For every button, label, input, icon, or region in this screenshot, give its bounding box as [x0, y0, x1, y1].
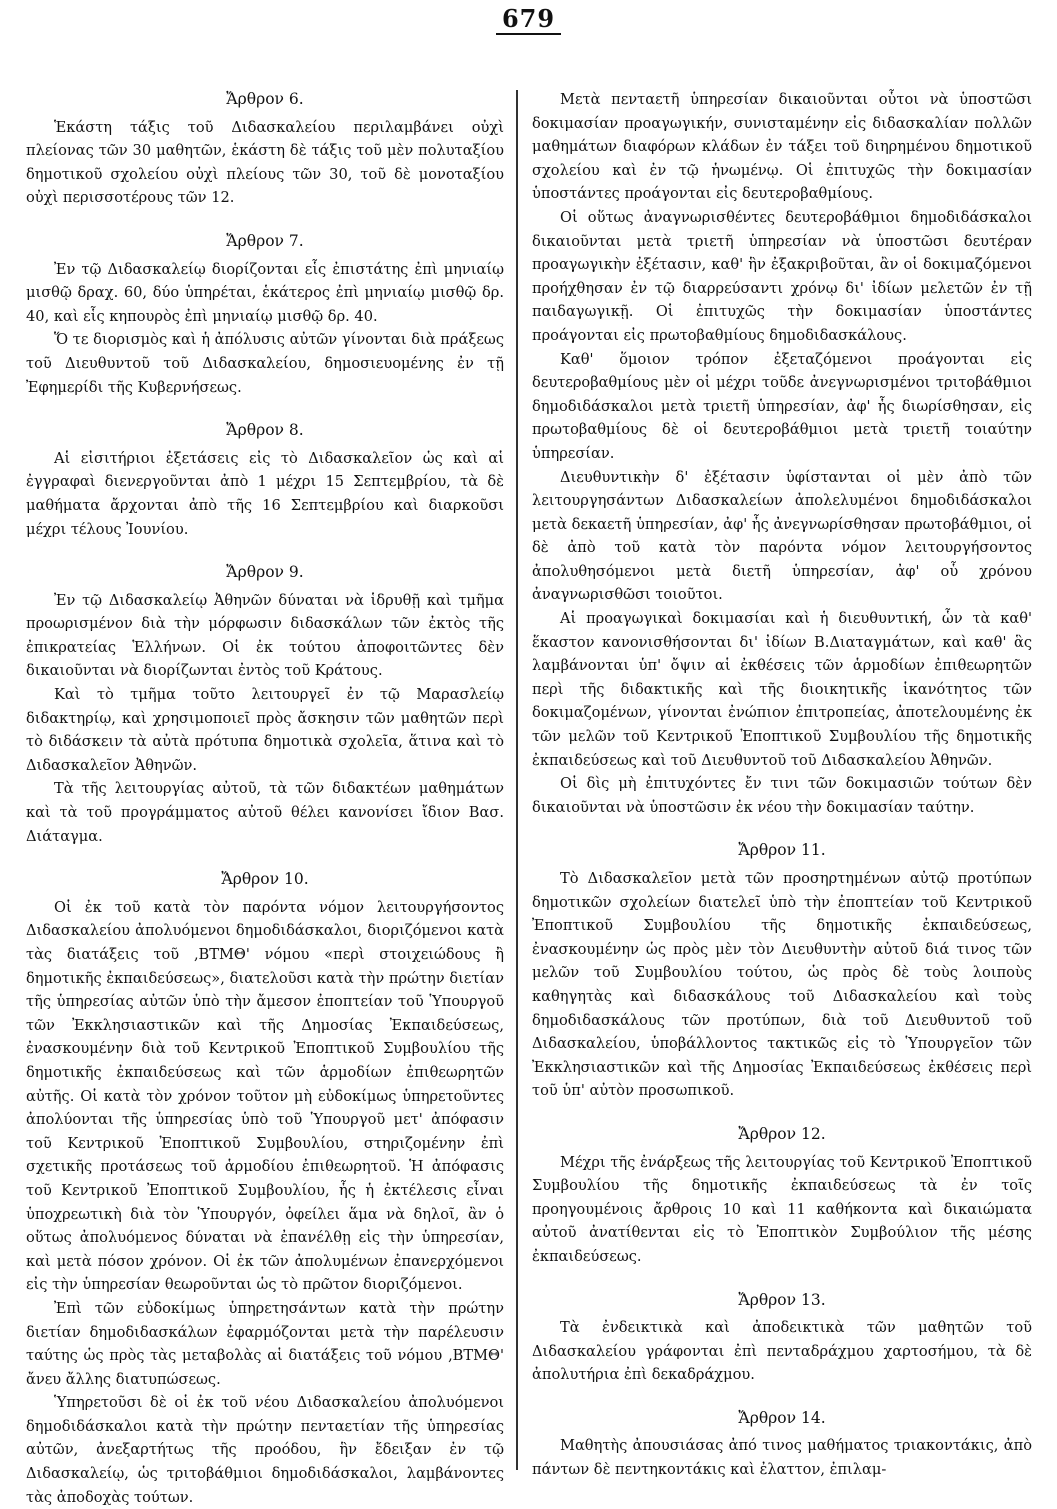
article-title: Ἄρθρον 13.: [738, 1290, 826, 1309]
article-title: Ἄρθρον 10.: [221, 870, 309, 889]
article-title: Ἄρθρον 7.: [226, 231, 304, 250]
article-paragraph: Μετὰ πενταετῆ ὑπηρεσίαν δικαιοῦνται οὗτοι νὰ ὑποστῶσι δοκιμασίαν προαγωγικήν, συνισταμένην εἰς διδασκαλίαν πολλῶν μαθημάτων διαφόρων κλάδων ἐν τάξει τοῦ διηρημένου δημοτικοῦ σχολείου καὶ ἐν τῷ ἡνωμένῳ. Οἱ ἐπιτυχῶς τὴν δοκιμασίαν ὑποστάντες προάγονται εἰς δευτεροβαθμίους.: [532, 91, 1032, 203]
article-paragraph: Ὑπηρετοῦσι δὲ οἱ ἐκ τοῦ νέου Διδασκαλείου ἀπολυόμενοι δημοδιδάσκαλοι κατὰ τὴν πρώτην πενταετίαν τῆς ὑπηρεσίας αὐτῶν, ἀνεξαρτήτως τῆς προόδου, ἣν ἔδειξαν ἐν τῷ Διδασκαλείῳ, ὡς τριτοβάθμιοι δημοδιδάσκαλοι, λαμβάνοντες τὰς ἀποδοχὰς τούτων.: [26, 1394, 504, 1506]
article-paragraph: Μέχρι τῆς ἐνάρξεως τῆς λειτουργίας τοῦ Κεντρικοῦ Ἐποπτικοῦ Συμβουλίου τῆς δημοτικῆς ἐκπαιδεύσεως τὰ ἐν τοῖς προηγουμένοις ἄρθροις 10 καὶ 11 καθήκοντα καὶ δικαιώματα αὐτοῦ ἀνατίθενται εἰς τὸ Ἐποπτικὸν Συμβούλιον τῆς μέσης ἐκπαιδεύσεως.: [532, 1153, 1032, 1265]
page-number: 679: [0, 4, 1057, 33]
article-paragraph: Τὰ ἐνδεικτικὰ καὶ ἀποδεικτικὰ τῶν μαθητῶν τοῦ Διδασκαλείου γράφονται ἐπὶ πενταδράχμου χαρτοσήμου, τὰ δὲ ἀπολυτήρια ἐπὶ δεκαδράχμου.: [532, 1319, 1032, 1384]
article-paragraph: Αἱ εἰσιτήριοι ἐξετάσεις εἰς τὸ Διδασκαλεῖον ὡς καὶ αἱ ἐγγραφαὶ διενεργοῦνται ἀπὸ 1 μέχρι 15 Σεπτεμβρίου, τὰ δὲ μαθήματα ἄρχονται ἀπὸ τῆς 16 Σεπτεμβρίου καὶ διαρκοῦσι μέχρι τέλους Ἰουνίου.: [26, 449, 504, 538]
article-title: Ἄρθρον 12.: [738, 1124, 826, 1143]
article-paragraph: Ὅ τε διορισμὸς καὶ ἡ ἀπόλυσις αὐτῶν γίνονται διὰ πράξεως τοῦ Διευθυντοῦ τοῦ Διδασκαλείου, δημοσιευομένης ἐν τῇ Ἐφημερίδι τῆς Κυβερνήσεως.: [26, 331, 504, 396]
article-paragraph: Ἑκάστη τάξις τοῦ Διδασκαλείου περιλαμβάνει οὐχὶ πλείονας τῶν 30 μαθητῶν, ἑκάστη δὲ τάξις τοῦ μὲν πολυταξίου δημοτικοῦ σχολείου οὐχὶ πλείους τῶν 30, τοῦ δὲ μονοταξίου οὐχὶ περισσοτέρους τῶν 12.: [26, 118, 504, 207]
article-paragraph: Οἱ δὶς μὴ ἐπιτυχόντες ἔν τινι τῶν δοκιμασιῶν τούτων δὲν δικαιοῦνται νὰ ὑποστῶσιν ἐκ νέου τὴν δοκιμασίαν ταύτην.: [532, 775, 1032, 816]
article-paragraph: Τὰ τῆς λειτουργίας αὐτοῦ, τὰ τῶν διδακτέων μαθημάτων καὶ τὰ τοῦ προγράμματος αὐτοῦ θέλει κανονίσει ἴδιον Βασ. Διάταγμα.: [26, 780, 504, 845]
article-title: Ἄρθρον 8.: [226, 421, 304, 440]
article-title: Ἄρθρον 11.: [738, 841, 826, 860]
article-paragraph: Καθ' ὅμοιον τρόπον ἐξεταζόμενοι προάγονται εἰς δευτεροβαθμίους μὲν οἱ μέχρι τοῦδε ἀνεγνωρισμένοι τριτοβάθμιοι δημοδιδάσκαλοι μετὰ τριετῆ ὑπηρεσίαν, ἀφ' ἧς διωρίσθησαν, εἰς πρωτοβαθμίους δὲ οἱ δευτεροβάθμιοι μετὰ τριετῆ τοιαύτην ὑπηρεσίαν.: [532, 350, 1032, 462]
article-paragraph: Οἱ οὕτως ἀναγνωρισθέντες δευτεροβάθμιοι δημοδιδάσκαλοι δικαιοῦνται μετὰ τριετῆ ὑπηρεσίαν νὰ ὑποστῶσι δευτέραν προαγωγικὴν ἐξέτασιν, καθ' ἣν ἐξακριβοῦται, ἂν οἱ δοκιμαζόμενοι προήχθησαν ἐν τῷ διαρρεύσαντι χρόνῳ δι' ἰδίων μελετῶν ἐν τῇ παιδαγωγικῇ. Οἱ ἐπιτυχῶς τὴν δοκιμασίαν ὑποστάντες προάγονται εἰς πρωτοβαθμίους δημοδιδασκάλους.: [532, 208, 1032, 344]
article-title: Ἄρθρον 6.: [226, 90, 304, 108]
article-paragraph: Ἐπὶ τῶν εὐδοκίμως ὑπηρετησάντων κατὰ τὴν πρώτην διετίαν δημοδιδασκάλων ἐφαρμόζονται μετὰ τὴν παρέλευσιν ταύτης ὡς πρὸς τὰς μεταβολὰς αἱ διατάξεις τοῦ νόμου ‚ΒΤΜΘ' ἄνευ ἄλλης διατυπώσεως.: [26, 1299, 504, 1388]
article-paragraph: Τὸ Διδασκαλεῖον μετὰ τῶν προσηρτημένων αὐτῷ προτύπων δημοτικῶν σχολείων διατελεῖ ὑπὸ τὴν ἐποπτείαν τοῦ Κεντρικοῦ Ἐποπτικοῦ Συμβουλίου τῆς δημοτικῆς ἐκπαιδεύσεως, ἐνασκουμένην ὡς πρὸς μὲν τὸν Διευθυντὴν αὐτοῦ διά τινος τῶν μελῶν τοῦ Συμβουλίου τούτου, ὡς πρὸς δὲ τοὺς λοιποὺς καθηγητὰς καὶ διδασκάλους τοῦ Διδασκαλείου καὶ τοὺς δημοδιδασκάλους τῶν προτύπων, διὰ τοῦ Διευθυντοῦ τοῦ Διδασκαλείου, ὑποβάλλοντος τακτικῶς εἰς τὸ Ὑπουργεῖον τῶν Ἐκκλησιαστικῶν καὶ τῆς Δημοσίας Ἐκπαιδεύσεως ἐκθέσεις περὶ τοῦ ὑπ' αὐτὸν προσωπικοῦ.: [532, 870, 1032, 1100]
article-paragraph: Καὶ τὸ τμῆμα τοῦτο λειτουργεῖ ἐν τῷ Μαρασλείῳ διδακτηρίῳ, καὶ χρησιμοποιεῖ πρὸς ἄσκησιν τῶν μαθητῶν περὶ τὸ διδάσκειν τὰ αὐτὰ πρότυπα δημοτικὰ σχολεῖα, ἅτινα καὶ τὸ Διδασκαλεῖον Ἀθηνῶν.: [26, 686, 504, 774]
left-column: [26, 88, 504, 1509]
column-divider: [516, 90, 518, 1470]
article-paragraph: Οἱ ἐκ τοῦ κατὰ τὸν παρόντα νόμον λειτουργήσοντος Διδασκαλείου ἀπολυόμενοι δημοδιδάσκαλοι, διοριζόμενοι κατὰ τὰς διατάξεις τοῦ ‚ΒΤΜΘ' νόμου «περὶ στοιχειώδους ἢ δημοτικῆς ἐκπαιδεύσεως», διατελοῦσι κατὰ τὴν πρώτην διετίαν τῆς ὑπηρεσίας αὐτῶν ὑπὸ τὴν ἄμεσον ἐποπτείαν τοῦ Ὑπουργοῦ τῶν Ἐκκλησιαστικῶν καὶ τῆς Δημοσίας Ἐκπαιδεύσεως, ἐνασκουμένην διὰ τοῦ Κεντρικοῦ Ἐποπτικοῦ Συμβουλίου τῆς δημοτικῆς ἐκπαιδεύσεως καὶ τῶν ἁρμοδίων ἐπιθεωρητῶν αὐτῆς. Οἱ κατὰ τὸν χρόνον τοῦτον μὴ εὐδοκίμως ὑπηρετοῦντες ἀπολύονται τῆς ὑπηρεσίας ὑπὸ τοῦ Ὑπουργοῦ μετ' ἀπόφασιν τοῦ Κεντρικοῦ Ἐποπτικοῦ Συμβουλίου, στηριζομένην ἐπὶ σχετικῆς προτάσεως τοῦ ἁρμοδίου ἐπιθεωρητοῦ. Ἡ ἀπόφασις τοῦ Κεντρικοῦ Ἐποπτικοῦ Συμβουλίου, ἧς ἡ ἐκτέλεσις εἶναι ὑποχρεωτικὴ διὰ τὸν Ὑπουργόν, ὀφείλει ἅμα νὰ δηλοῖ, ἂν ὁ οὕτως ἀπολυόμενος δύναται νὰ ἐπανέλθῃ εἰς τὴν ὑπηρεσίαν, καὶ μετὰ πόσον χρόνον. Οἱ ἐκ τῶν ἀπολυμένων ἐπανερχόμενοι εἰς τὴν ὑπηρεσίαν θεωροῦνται ὡς τὸ πρῶτον διοριζόμενοι.: [26, 898, 504, 1294]
right-column: [532, 88, 1032, 1482]
article-paragraph: Αἱ προαγωγικαὶ δοκιμασίαι καὶ ἡ διευθυντική, ὧν τὰ καθ' ἕκαστον κανονισθήσονται δι' ἰδίων Β.Διαταγμάτων, καὶ καθ' ἃς λαμβάνονται ὑπ' ὄψιν αἱ ἐκθέσεις τῶν ἁρμοδίων ἐπιθεωρητῶν περὶ τῆς διδακτικῆς καὶ τῆς διοικητικῆς ἱκανότητος τῶν δοκιμαζομένων, γίνονται ἐνώπιον ἐπιτροπείας, ἀποτελουμένης ἐκ τῶν μελῶν τοῦ Κεντρικοῦ Ἐποπτικοῦ Συμβουλίου τῆς δημοτικῆς ἐκπαιδεύσεως καὶ τοῦ Διευθυντοῦ τοῦ Διδασκαλείου Ἀθηνῶν.: [532, 610, 1032, 769]
article-paragraph: Ἐν τῷ Διδασκαλείῳ διορίζονται εἷς ἐπιστάτης ἐπὶ μηνιαίῳ μισθῷ δραχ. 60, δύο ὑπηρέται, ἑκάτερος ἐπὶ μηνιαίῳ μισθῷ δρ. 40, καὶ εἷς κηπουρὸς ἐπὶ μηνιαίῳ μισθῷ δρ. 40.: [26, 260, 504, 325]
article-paragraph: Ἐν τῷ Διδασκαλείῳ Ἀθηνῶν δύναται νὰ ἱδρυθῇ καὶ τμῆμα προωρισμένον διὰ τὴν μόρφωσιν διδασκάλων τῶν ἐκτὸς τῆς ἐπικρατείας Ἑλλήνων. Οἱ ἐκ τούτου ἀποφοιτῶντες δὲν δικαιοῦνται νὰ διορίζωνται ἐντὸς τοῦ Κράτους.: [26, 591, 504, 680]
article-title: Ἄρθρον 14.: [738, 1408, 826, 1427]
article-title: Ἄρθρον 9.: [226, 563, 304, 582]
article-paragraph: Διευθυντικὴν δ' ἐξέτασιν ὑφίστανται οἱ μὲν ἀπὸ τῶν λειτουργησάντων Διδασκαλείων ἀπολελυμένοι δημοδιδάσκαλοι μετὰ δεκαετῆ ὑπηρεσίαν, ἀφ' ἧς ἀνεγνωρίσθησαν πρωτοβάθμιοι, οἱ δὲ ἀπὸ τοῦ κατὰ τὸν παρόντα νόμον λειτουργήσοντος ἀπολυθησόμενοι μετὰ διετῆ ὑπηρεσίαν, ἀφ' οὗ χρόνου ἀναγνωρισθῶσι τοιοῦτοι.: [532, 468, 1032, 604]
article-paragraph: Μαθητὴς ἀπουσιάσας ἀπό τινος μαθήματος τριακοντάκις, ἀπὸ πάντων δὲ πεντηκοντάκις καὶ ἐλαττον, ἐπιλαμ-: [532, 1437, 1032, 1479]
